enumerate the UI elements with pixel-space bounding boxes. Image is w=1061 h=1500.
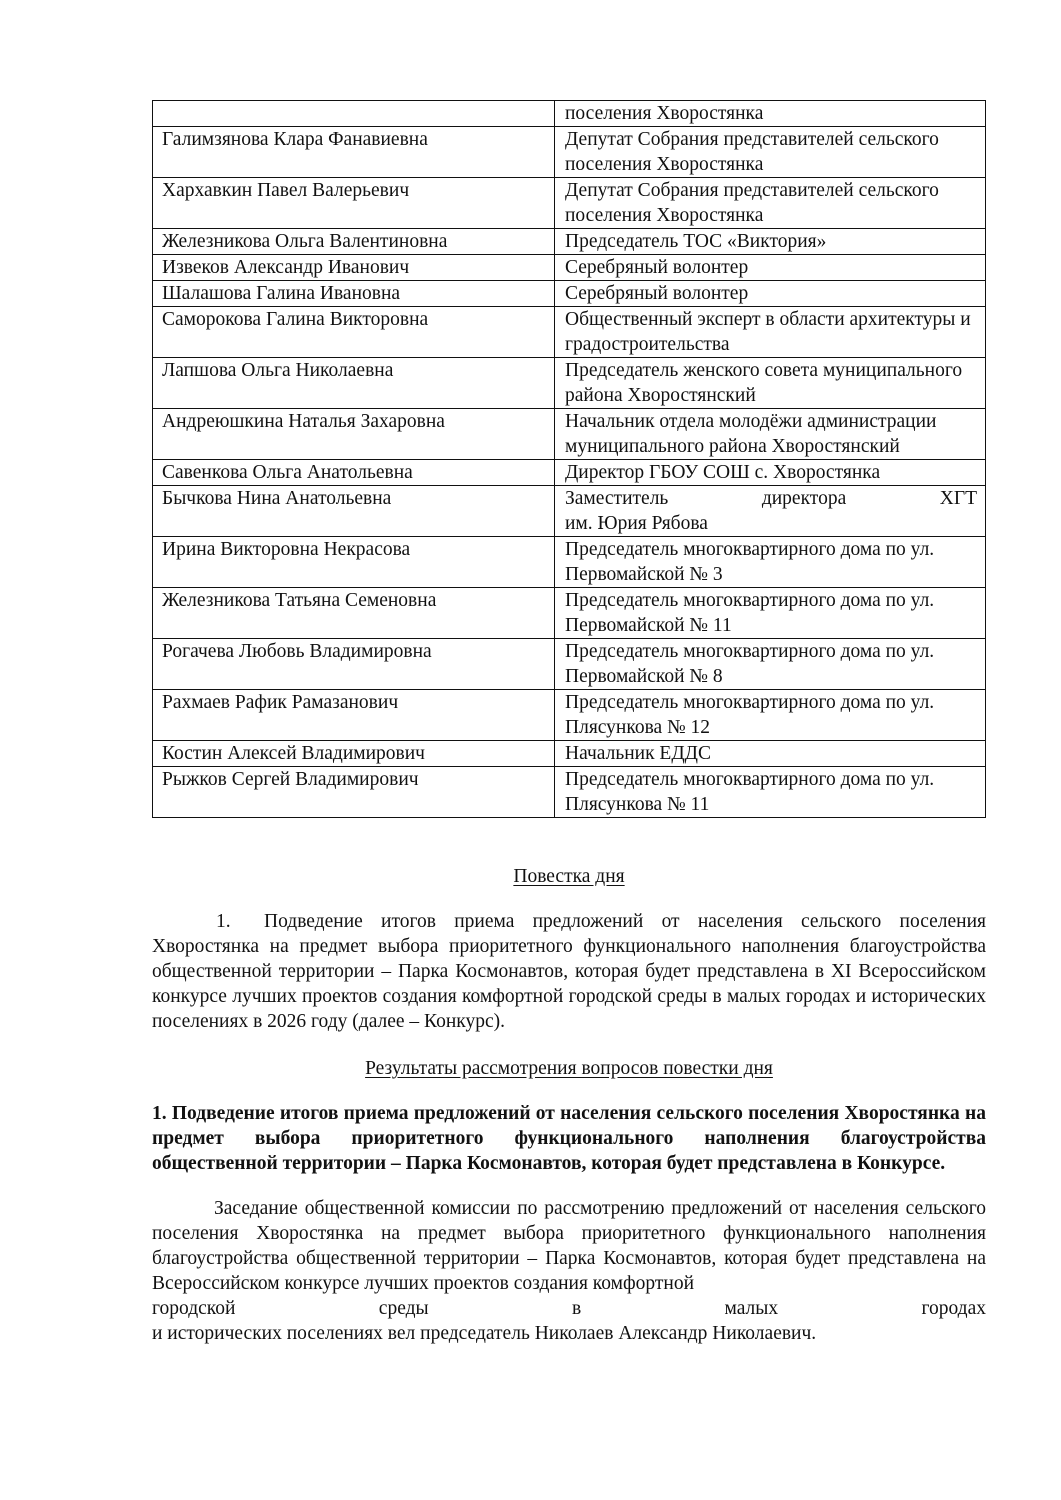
member-role: Начальник отдела молодёжи администрации муниципального района Хворостянский (555, 409, 986, 460)
table-row (153, 101, 986, 127)
table-row (153, 588, 986, 639)
table-row (153, 307, 986, 358)
table-row (153, 358, 986, 409)
member-role: Начальник ЕДДС (555, 741, 986, 767)
member-name: Андреюшкина Наталья Захаровна (153, 409, 555, 460)
agenda-title: Повестка дня (513, 866, 625, 887)
member-name (153, 101, 555, 127)
member-name: Саморокова Галина Викторовна (153, 307, 555, 358)
agenda-item (152, 909, 986, 1034)
members-table-body (153, 101, 986, 818)
member-role: Председатель многоквартирного дома по ул. Первомайской № 11 (555, 588, 986, 639)
document-page (152, 100, 986, 1346)
table-row (153, 255, 986, 281)
member-role: Председатель женского совета муниципального района Хворостянский (555, 358, 986, 409)
table-row (153, 690, 986, 741)
commission-members-table (152, 100, 986, 818)
member-role (555, 486, 986, 537)
member-role: поселения Хворостянка (555, 101, 986, 127)
table-row (153, 486, 986, 537)
table-row (153, 281, 986, 307)
member-role: Депутат Собрания представителей сельского поселения Хворостянка (555, 127, 986, 178)
member-role-line: им. Юрия Рябова (565, 513, 708, 534)
member-role: Председатель многоквартирного дома по ул. Первомайской № 3 (555, 537, 986, 588)
member-name: Железникова Ольга Валентиновна (153, 229, 555, 255)
agenda-item-text: Подведение итогов приема предложений от населения сельского поселения Хворостянка на предмет выбора приоритетного функционального наполнения благоустройства общественной территории – Парка Космонавтов, которая будет представлена в XI Всероссийском конкурсе лучших проектов создания комфортной городской среды в малых городах и исторических поселениях в 2026 году (далее – Конкурс). (152, 911, 986, 1032)
table-row (153, 229, 986, 255)
results-item-heading: 1. Подведение итогов приема предложений от населения сельского поселения Хворостянка на предмет выбора приоритетного функционального наполнения благоустройства общественной территории – Парка Космонавтов, которая будет представлена в Конкурсе. (152, 1103, 986, 1174)
member-name: Савенкова Ольга Анатольевна (153, 460, 555, 486)
member-role: Депутат Собрания представителей сельского поселения Хворостянка (555, 178, 986, 229)
member-name: Бычкова Нина Анатольевна (153, 486, 555, 537)
member-role: Председатель многоквартирного дома по ул. Первомайской № 8 (555, 639, 986, 690)
table-row (153, 767, 986, 818)
member-role: Председатель многоквартирного дома по ул. Плясункова № 11 (555, 767, 986, 818)
member-role: Серебряный волонтер (555, 255, 986, 281)
results-paragraph-spread-line: городской среды в малых городах (152, 1298, 986, 1319)
results-paragraph-last-line: и исторических поселениях вел председатель Николаев Александр Николаевич. (152, 1323, 817, 1344)
member-name: Ирина Викторовна Некрасова (153, 537, 555, 588)
table-row (153, 741, 986, 767)
member-name: Костин Алексей Владимирович (153, 741, 555, 767)
agenda-item-number: 1. (216, 911, 231, 932)
member-role: Председатель многоквартирного дома по ул. Плясункова № 12 (555, 690, 986, 741)
member-role-line: Заместитель директора ХГТ (565, 488, 977, 509)
table-row (153, 639, 986, 690)
member-name: Хархавкин Павел Валерьевич (153, 178, 555, 229)
results-paragraph-main: Заседание общественной комиссии по рассмотрению предложений от населения сельского поселения Хворостянка на предмет выбора приоритетного функционального наполнения благоустройства общественной территории – Парка Космонавтов, которая будет представлена на Всероссийском конкурсе лучших проектов создания комфортной (152, 1198, 986, 1294)
table-row (153, 537, 986, 588)
member-name: Шалашова Галина Ивановна (153, 281, 555, 307)
table-row (153, 460, 986, 486)
member-role: Серебряный волонтер (555, 281, 986, 307)
member-name: Галимзянова Клара Фанавиевна (153, 127, 555, 178)
member-name: Лапшова Ольга Николаевна (153, 358, 555, 409)
table-row (153, 127, 986, 178)
member-role: Общественный эксперт в области архитектуры и градостроительства (555, 307, 986, 358)
member-role: Председатель ТОС «Виктория» (555, 229, 986, 255)
member-name: Извеков Александр Иванович (153, 255, 555, 281)
member-role: Директор ГБОУ СОШ с. Хворостянка (555, 460, 986, 486)
member-name: Рогачева Любовь Владимировна (153, 639, 555, 690)
member-name: Железникова Татьяна Семеновна (153, 588, 555, 639)
member-name: Рахмаев Рафик Рамазанович (153, 690, 555, 741)
table-row (153, 409, 986, 460)
member-name: Рыжков Сергей Владимирович (153, 767, 555, 818)
results-title: Результаты рассмотрения вопросов повестки дня (365, 1058, 773, 1079)
table-row (153, 178, 986, 229)
results-paragraph (152, 1196, 986, 1346)
